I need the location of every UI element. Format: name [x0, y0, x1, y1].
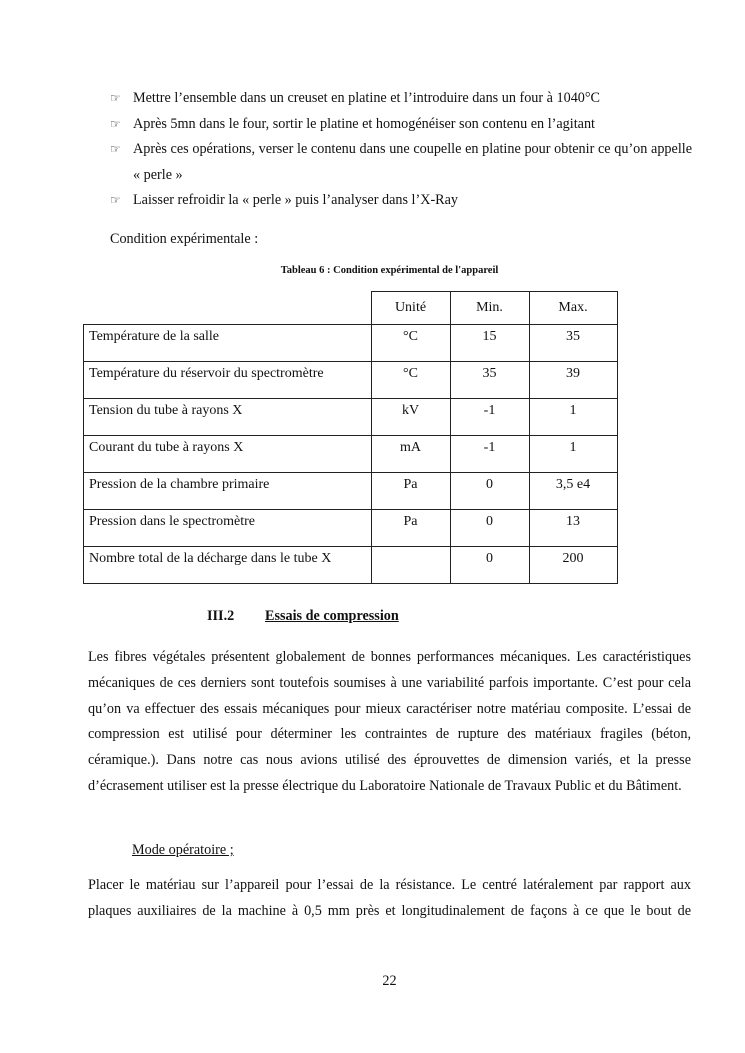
pointing-hand-icon: ☞ [110, 193, 121, 207]
row-unit: °C [371, 362, 450, 399]
condition-label: Condition expérimentale : [110, 231, 259, 247]
row-max: 200 [529, 547, 617, 584]
row-max: 13 [529, 510, 617, 547]
row-max: 39 [529, 362, 617, 399]
row-min: 0 [450, 510, 529, 547]
row-label: Pression de la chambre primaire [84, 473, 372, 510]
pointing-hand-icon: ☞ [110, 116, 121, 131]
list-item-text: Après ces opérations, verser le contenu dans une coupelle en platine pour obtenir ce qu’on appelle « perle » [133, 141, 692, 183]
table-row [84, 362, 618, 399]
procedure-list [110, 86, 692, 214]
table-row [84, 325, 618, 362]
section-number: III.2 [207, 608, 235, 624]
page-number: 22 [382, 973, 397, 989]
row-unit: °C [371, 325, 450, 362]
row-max: 3,5 e4 [529, 473, 617, 510]
pointing-hand-icon: ☞ [110, 142, 121, 156]
list-item [110, 188, 692, 214]
row-min: -1 [450, 436, 529, 473]
row-label: Température du réservoir du spectromètre [84, 362, 372, 399]
table-row [84, 473, 618, 510]
body-paragraph: Placer le matériau sur l’appareil pour l’essai de la résistance. Le centré latéralement par rapport aux plaques auxiliaires de la machine à 0,5 mm près et longitudinalement de façons à ce que le bout de [88, 877, 691, 919]
row-unit: Pa [371, 473, 450, 510]
table-row [84, 399, 618, 436]
row-min: 15 [450, 325, 529, 362]
table-header-row [84, 292, 618, 325]
row-min: 35 [450, 362, 529, 399]
row-unit: Pa [371, 510, 450, 547]
row-min: -1 [450, 399, 529, 436]
row-label: Nombre total de la décharge dans le tube X [84, 547, 372, 584]
row-min: 0 [450, 473, 529, 510]
list-item [110, 112, 692, 138]
row-label: Courant du tube à rayons X [84, 436, 372, 473]
header-blank [84, 292, 372, 325]
body-paragraph: Les fibres végétales présentent globalement de bonnes performances mécaniques. Les caractéristiques mécaniques de ces derniers sont toutefois soumises à une variabilité parfois importante. C’est pour cela qu’on va effectuer des essais mécaniques pour mieux caractériser notre matériau composite. L’essai de compression est utilisé pour déterminer les contraintes de rupture des matériaux fragiles (béton, céramique.). Dans notre cas nous avions utilisé des éprouvettes de dimension variés, et la presse d’écrasement utiliser est la presse électrique du Laboratoire Nationale de Travaux Public et du Bâtiment. [88, 649, 691, 794]
row-max: 1 [529, 399, 617, 436]
table-row [84, 510, 618, 547]
subheading-mode-operatoire: Mode opératoire ; [132, 842, 234, 858]
pointing-hand-icon: ☞ [110, 91, 121, 105]
row-label: Température de la salle [84, 325, 372, 362]
parameters-table [83, 291, 618, 584]
row-unit: mA [371, 436, 450, 473]
table-row [84, 436, 618, 473]
row-label: Tension du tube à rayons X [84, 399, 372, 436]
header-unit: Unité [371, 292, 450, 325]
section-heading [207, 608, 399, 625]
row-label: Pression dans le spectromètre [84, 510, 372, 547]
row-max: 1 [529, 436, 617, 473]
table-caption: Tableau 6 : Condition expérimental de l'appareil [280, 265, 499, 276]
row-max: 35 [529, 325, 617, 362]
list-item-text: Mettre l’ensemble dans un creuset en platine et l’introduire dans un four à 1040°C [133, 90, 601, 106]
row-unit [371, 547, 450, 584]
header-max: Max. [529, 292, 617, 325]
list-item-text: Après 5mn dans le four, sortir le platine et homogénéiser son contenu en l’agitant [133, 115, 595, 132]
list-item [110, 86, 692, 112]
row-unit: kV [371, 399, 450, 436]
list-item-text: Laisser refroidir la « perle » puis l’analyser dans l’X-Ray [133, 192, 459, 208]
section-title: Essais de compression [265, 608, 399, 624]
list-item [110, 137, 692, 188]
table-row [84, 547, 618, 584]
header-min: Min. [450, 292, 529, 325]
row-min: 0 [450, 547, 529, 584]
